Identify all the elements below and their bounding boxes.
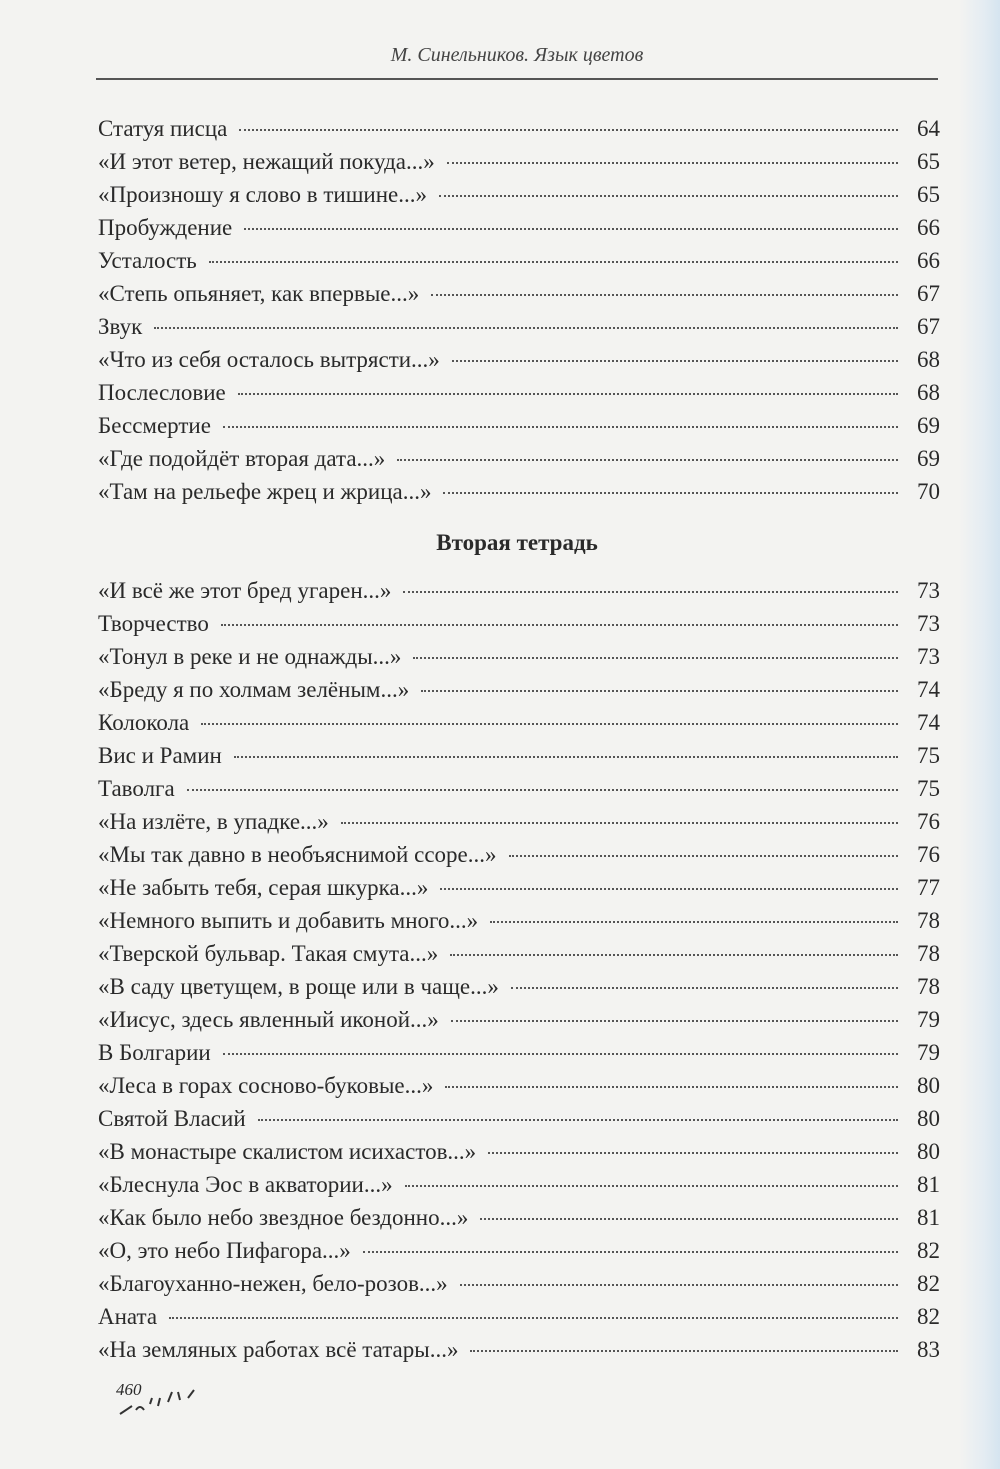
section-heading: Вторая тетрадь [436,530,598,555]
toc-entry-page: 76 [917,809,940,834]
toc-entry-title: Пробуждение [98,215,233,240]
dot-leader [363,1251,898,1253]
toc-entry-page: 80 [917,1073,940,1098]
toc-entry [98,211,940,244]
toc-entry [98,178,940,211]
dot-leader [490,921,898,923]
toc-entry-page: 77 [917,875,940,900]
toc-entry-page: 73 [917,611,940,636]
toc-entry-page: 78 [917,908,940,933]
toc-entry-page: 69 [917,413,940,438]
running-header: М. Синельников. Язык цветов [390,44,644,66]
dot-leader [187,789,898,791]
toc-entry [98,376,940,409]
dot-leader [450,954,898,956]
toc-part1 [98,112,940,508]
toc-entry-title: «Не забыть тебя, серая шкурка...» [98,875,429,900]
dot-leader [341,822,898,824]
toc-entry-page: 82 [917,1238,940,1263]
toc-entry-page: 83 [917,1337,940,1362]
dot-leader [223,426,898,428]
toc-entry [98,1168,940,1201]
toc-part2 [98,574,940,1366]
toc-entry-title: «Что из себя осталось вытрясти...» [98,347,440,372]
dot-leader [460,1284,898,1286]
toc-entry [98,607,940,640]
toc-entry [98,805,940,838]
toc-entry [98,112,940,145]
page-edge [960,0,1000,1469]
toc-entry-title: «Тонул в реке и не однажды...» [98,644,402,669]
dot-leader [440,888,898,890]
toc-entry-title: «Где подойдёт вторая дата...» [98,446,386,471]
toc-entry-title: «И этот ветер, нежащий покуда...» [98,149,435,174]
dot-leader [413,657,898,659]
toc-entry [98,772,940,805]
toc-entry-title: «Как было небо звездное бездонно...» [98,1205,469,1230]
toc-entry [98,1201,940,1234]
toc-entry-title: «Немного выпить и добавить много...» [98,908,479,933]
toc-entry-page: 78 [917,941,940,966]
header-rule [96,78,938,80]
toc-entry-page: 75 [917,776,940,801]
toc-entry-page: 74 [917,710,940,735]
toc-entry [98,739,940,772]
toc-entry-page: 67 [917,281,940,306]
toc-entry [98,640,940,673]
toc-entry-title: «Благоуханно-нежен, бело-розов...» [98,1271,448,1296]
dot-leader [470,1350,898,1352]
dot-leader [511,987,898,989]
toc-entry-title: «Бреду я по холмам зелёным...» [98,677,410,702]
dot-leader [223,1053,898,1055]
toc-entry [98,904,940,937]
toc-entry [98,145,940,178]
toc-entry-page: 81 [917,1205,940,1230]
dot-leader [201,723,898,725]
toc-entry-page: 68 [917,380,940,405]
toc-entry [98,871,940,904]
toc-entry-title: В Болгарии [98,1040,211,1065]
toc-entry [98,1333,940,1366]
toc-entry-page: 73 [917,578,940,603]
toc-entry [98,673,940,706]
toc-entry-page: 66 [917,215,940,240]
toc-entry-title: «Мы так давно в необъяснимой ссоре...» [98,842,497,867]
toc-entry [98,343,940,376]
toc-entry-title: Статуя писца [98,116,228,141]
dot-leader [234,756,898,758]
toc-entry-title: «Тверской бульвар. Такая смута...» [98,941,439,966]
toc-entry-page: 82 [917,1304,940,1329]
toc-entry-title: Святой Власий [98,1106,246,1131]
dot-leader [452,360,898,362]
toc-entry-page: 75 [917,743,940,768]
toc-entry-page: 68 [917,347,940,372]
toc-entry-title: «Блеснула Эос в акватории...» [98,1172,393,1197]
toc-entry-page: 76 [917,842,940,867]
toc-entry [98,706,940,739]
toc-entry-page: 73 [917,644,940,669]
toc-entry-page: 65 [917,182,940,207]
toc-entry-title: «На излёте, в упадке...» [98,809,329,834]
toc-entry-page: 64 [917,116,940,141]
toc-entry-title: «Произношу я слово в тишине...» [98,182,427,207]
toc-entry [98,574,940,607]
toc-entry [98,1003,940,1036]
toc-entry [98,442,940,475]
dot-leader [209,261,898,263]
toc-entry [98,1267,940,1300]
dot-leader [403,591,898,593]
toc-entry-title: «Степь опьяняет, как впервые...» [98,281,420,306]
toc-entry-title: «Там на рельефе жрец и жрица...» [98,479,432,504]
toc-entry-page: 81 [917,1172,940,1197]
dot-leader [509,855,899,857]
dot-leader [239,129,898,131]
toc-entry [98,310,940,343]
toc-entry [98,970,940,1003]
dot-leader [397,459,898,461]
toc-entry-title: Звук [98,314,143,339]
toc-entry-title: Аната [98,1304,158,1329]
toc-entry-page: 70 [917,479,940,504]
toc-entry [98,1234,940,1267]
page-number: 460 [116,1380,142,1399]
toc-entry [98,1069,940,1102]
toc-entry [98,409,940,442]
toc-entry-title: Таволга [98,776,175,801]
dot-leader [451,1020,898,1022]
toc-entry [98,838,940,871]
toc-entry-page: 78 [917,974,940,999]
toc-entry-page: 80 [917,1106,940,1131]
toc-entry-title: «В монастыре скалистом исихастов...» [98,1139,477,1164]
dot-leader [405,1185,898,1187]
toc-entry-title: «В саду цветущем, в роще или в чаще...» [98,974,499,999]
toc-entry-title: «Леса в горах сосново-буковые...» [98,1073,434,1098]
toc-entry-title: «И всё же этот бред угарен...» [98,578,392,603]
toc-entry-title: Колокола [98,710,190,735]
dot-leader [244,228,898,230]
toc-entry-page: 69 [917,446,940,471]
toc-entry-page: 66 [917,248,940,273]
dot-leader [447,162,898,164]
toc-entry [98,1135,940,1168]
dot-leader [154,327,898,329]
toc-entry-title: «О, это небо Пифагора...» [98,1238,351,1263]
dot-leader [431,294,898,296]
dot-leader [445,1086,898,1088]
toc-entry [98,277,940,310]
ornament-icon [118,1388,228,1418]
dot-leader [238,393,898,395]
dot-leader [258,1119,898,1121]
dot-leader [443,492,898,494]
toc-entry [98,475,940,508]
toc-entry-page: 80 [917,1139,940,1164]
toc-entry-page: 82 [917,1271,940,1296]
toc-entry-page: 74 [917,677,940,702]
toc-entry-title: Вис и Рамин [98,743,222,768]
toc-entry-title: Бессмертие [98,413,211,438]
toc-entry [98,1102,940,1135]
dot-leader [480,1218,898,1220]
toc-entry-title: Усталость [98,248,197,273]
toc-entry [98,937,940,970]
toc-entry-title: Послесловие [98,380,226,405]
dot-leader [221,624,898,626]
toc-entry-title: Творчество [98,611,209,636]
toc-entry-page: 79 [917,1040,940,1065]
toc-entry [98,1036,940,1069]
toc-entry [98,244,940,277]
dot-leader [421,690,898,692]
toc-entry-title: «Иисус, здесь явленный иконой...» [98,1007,439,1032]
toc-entry-page: 79 [917,1007,940,1032]
toc-entry [98,1300,940,1333]
dot-leader [439,195,898,197]
toc-entry-page: 65 [917,149,940,174]
toc-entry-title: «На земляных работах всё татары...» [98,1337,459,1362]
toc-entry-page: 67 [917,314,940,339]
dot-leader [488,1152,898,1154]
dot-leader [169,1317,898,1319]
